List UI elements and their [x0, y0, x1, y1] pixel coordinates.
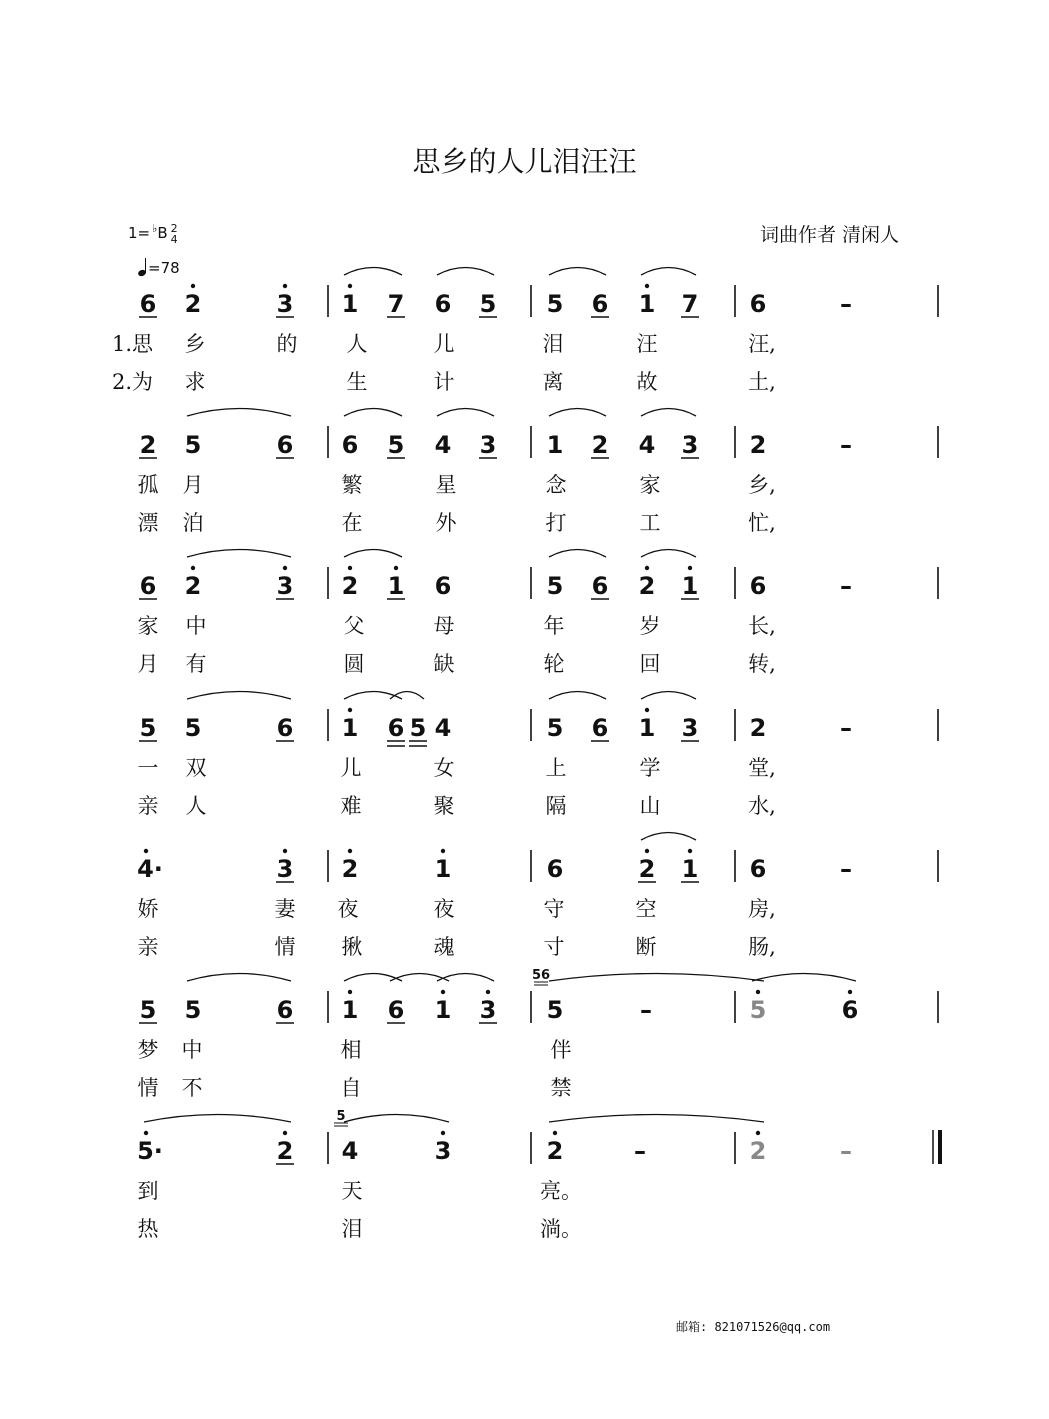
note: 6 [591, 572, 609, 600]
note: 5 [139, 996, 157, 1024]
lyric-syllable: 长, [748, 614, 776, 638]
lyric-syllable: 一 [137, 756, 159, 780]
note: 5 [546, 572, 564, 600]
note: 5 [546, 714, 564, 742]
slur [187, 550, 291, 558]
lyric-syllable: 断 [635, 935, 657, 959]
lyric-syllable: 家 [639, 473, 661, 497]
lyric-syllable: 中 [185, 614, 207, 638]
lyric-syllable: 轮 [543, 652, 565, 676]
lyric-syllable: 空 [635, 897, 657, 921]
note: – [640, 996, 652, 1024]
octave-dot [348, 990, 352, 994]
note: 6 [139, 290, 157, 318]
note: 2 [749, 1137, 767, 1165]
note: 5 [184, 996, 202, 1024]
lyric-syllable: 儿 [340, 756, 362, 780]
slur [437, 268, 494, 276]
slur [437, 409, 494, 417]
note: 6 [749, 572, 767, 600]
octave-dot [756, 990, 760, 994]
note: 5 [409, 714, 427, 742]
octave-dot [553, 1131, 557, 1135]
octave-dot [348, 566, 352, 570]
lyric-syllable: 双 [185, 756, 207, 780]
lyric-syllable: 人 [346, 332, 368, 356]
slur [344, 268, 402, 276]
lyric-syllable: 父 [343, 614, 365, 638]
octave-dot [441, 849, 445, 853]
lyric-syllable: 淌。 [540, 1217, 582, 1241]
lyric-syllable: 中 [181, 1038, 203, 1062]
lyric-syllable: 学 [639, 756, 661, 780]
lyric-syllable: 孤 [137, 473, 159, 497]
note: – [840, 572, 852, 600]
lyric-syllable: 汪, [748, 332, 776, 356]
lyric-syllable: 房, [748, 897, 776, 921]
lyric-syllable: 圆 [343, 652, 365, 676]
octave-dot [441, 990, 445, 994]
slur [344, 1115, 449, 1123]
octave-dot [348, 708, 352, 712]
octave-dot [645, 566, 649, 570]
note: 5 [546, 290, 564, 318]
slur [390, 692, 424, 700]
lyric-syllable: 堂, [748, 756, 776, 780]
lyric-syllable: 漂 [137, 511, 159, 535]
note: 6 [387, 996, 405, 1024]
lyric-syllable: 娇 [137, 897, 159, 921]
note: 6 [387, 714, 405, 742]
note: 6 [434, 572, 452, 600]
lyric-syllable: 寸 [543, 935, 565, 959]
note: 5 [479, 290, 497, 318]
tempo-value: =78 [148, 259, 180, 277]
lyric-syllable: 夜 [433, 897, 455, 921]
slur [641, 550, 696, 558]
note: 6 [749, 855, 767, 883]
lyric-syllable: 亲 [137, 794, 159, 818]
lyric-syllable: 外 [435, 511, 457, 535]
lyric-syllable: 隔 [545, 794, 567, 818]
lyric-syllable: 情 [274, 935, 296, 959]
note: 1 [546, 431, 564, 459]
note: 4· [137, 855, 163, 883]
octave-dot [283, 566, 287, 570]
note: 4 [341, 1137, 359, 1165]
note: 3 [479, 996, 497, 1024]
lyric-syllable: 守 [543, 897, 565, 921]
lyric-syllable: 打 [545, 511, 567, 535]
lyric-syllable: 亮。 [540, 1179, 582, 1203]
note: 5· [137, 1137, 163, 1165]
lyric-syllable: 魂 [433, 935, 455, 959]
note: 5 [184, 714, 202, 742]
octave-dot [756, 1131, 760, 1135]
lyric-syllable: 亲 [137, 935, 159, 959]
lyric-syllable: 有 [185, 652, 207, 676]
lyric-syllable: 计 [433, 370, 455, 394]
note: 5 [387, 431, 405, 459]
note: – [840, 1137, 852, 1165]
lyric-syllable: 繁 [341, 473, 363, 497]
lyric-syllable: 月 [182, 473, 204, 497]
lyric-syllable: 热 [137, 1217, 159, 1241]
lyric-syllable: 女 [433, 756, 455, 780]
note: – [840, 431, 852, 459]
note: 6 [749, 290, 767, 318]
slur [549, 1115, 764, 1123]
note: 5 [184, 431, 202, 459]
note: 2 [341, 572, 359, 600]
octave-dot [144, 1131, 148, 1135]
lyric-syllable: 星 [435, 473, 457, 497]
slur [187, 692, 291, 700]
slur [752, 974, 856, 982]
lyric-syllable: 母 [433, 614, 455, 638]
lyric-syllable: 的 [276, 332, 298, 356]
note: 2 [184, 572, 202, 600]
note: 1 [681, 572, 699, 600]
note: 2 [184, 290, 202, 318]
key-prefix: 1= [128, 224, 151, 242]
lyric-syllable: 月 [137, 652, 159, 676]
slur [344, 550, 402, 558]
octave-dot [645, 284, 649, 288]
slur [549, 268, 606, 276]
composer-credit: 词曲作者 清闲人 [760, 224, 900, 246]
note: 3 [276, 290, 294, 318]
lyric-syllable: 夜 [337, 897, 359, 921]
note: 1 [681, 855, 699, 883]
lyric-syllable: 乡 [184, 332, 206, 356]
note: 1 [638, 290, 656, 318]
note: 3 [276, 855, 294, 883]
note: 5 [139, 714, 157, 742]
lyric-syllable: 自 [340, 1076, 362, 1100]
lyric-syllable: 生 [346, 370, 368, 394]
contact-email: 邮箱: 821071526@qq.com [676, 1320, 831, 1334]
note: 6 [276, 431, 294, 459]
slur [549, 692, 606, 700]
lyric-syllable: 乡, [748, 473, 776, 497]
time-bottom: 4 [170, 232, 178, 246]
note: 6 [591, 714, 609, 742]
lyric-syllable: 伴 [550, 1038, 572, 1062]
lyric-syllable: 土, [748, 370, 776, 394]
lyric-syllable: 到 [137, 1179, 159, 1203]
slur [641, 692, 696, 700]
slur [187, 409, 291, 417]
lyric-syllable: 儿 [433, 332, 455, 356]
lyric-syllable: 离 [542, 370, 564, 394]
note: 6 [841, 996, 859, 1024]
lyric-syllable: 在 [341, 511, 363, 535]
octave-dot [645, 849, 649, 853]
lyric-syllable: 念 [545, 473, 567, 497]
note: 5 [749, 996, 767, 1024]
note: 1 [434, 996, 452, 1024]
lyric-syllable: 泪 [542, 332, 564, 356]
lyric-syllable: 山 [639, 794, 661, 818]
lyric-syllable: 不 [181, 1076, 203, 1100]
note: – [634, 1137, 646, 1165]
note: 7 [681, 290, 699, 318]
octave-dot [283, 1131, 287, 1135]
note: – [840, 290, 852, 318]
slur [344, 409, 402, 417]
lyric-syllable: 天 [341, 1179, 363, 1203]
lyric-syllable: 上 [545, 756, 567, 780]
note: 6 [139, 572, 157, 600]
lyric-syllable: 相 [340, 1038, 362, 1062]
note: 3 [681, 714, 699, 742]
lyric-syllable: 2.为 [112, 370, 154, 394]
note: 6 [341, 431, 359, 459]
lyric-syllable: 岁 [639, 614, 661, 638]
lyric-syllable: 水, [748, 794, 776, 818]
flat-sign: ♭ [152, 222, 158, 235]
lyric-syllable: 难 [340, 794, 362, 818]
time-top: 2 [170, 221, 178, 235]
note: 2 [638, 855, 656, 883]
octave-dot [486, 990, 490, 994]
key-note: B [157, 224, 168, 242]
lyric-syllable: 泪 [341, 1217, 363, 1241]
lyric-syllable: 年 [543, 614, 565, 638]
lyric-syllable: 1.思 [112, 332, 154, 356]
note: 4 [434, 431, 452, 459]
lyric-syllable: 人 [185, 794, 207, 818]
note: 1 [387, 572, 405, 600]
lyric-syllable: 工 [639, 511, 661, 535]
note: 4 [638, 431, 656, 459]
note: 2 [749, 431, 767, 459]
note: 2 [276, 1137, 294, 1165]
note: – [840, 855, 852, 883]
note: 3 [276, 572, 294, 600]
grace-note: 5 [336, 1109, 346, 1124]
octave-dot [348, 284, 352, 288]
lyric-syllable: 禁 [550, 1076, 572, 1100]
note: 2 [591, 431, 609, 459]
octave-dot [191, 284, 195, 288]
octave-dot [144, 849, 148, 853]
note: 6 [546, 855, 564, 883]
note: 3 [434, 1137, 452, 1165]
note: 6 [434, 290, 452, 318]
slur [144, 1115, 291, 1123]
lyric-syllable: 家 [137, 614, 159, 638]
note: 6 [276, 996, 294, 1024]
slur [549, 974, 764, 982]
song-title: 思乡的人儿泪汪汪 [412, 145, 637, 178]
slur [641, 833, 696, 841]
note: 5 [546, 996, 564, 1024]
octave-dot [394, 566, 398, 570]
slur [549, 409, 606, 417]
lyric-syllable: 回 [639, 652, 661, 676]
lyric-syllable: 转, [748, 652, 776, 676]
note: 2 [546, 1137, 564, 1165]
note: 1 [638, 714, 656, 742]
slur [549, 550, 606, 558]
lyric-syllable: 故 [636, 370, 658, 394]
lyric-syllable: 汪 [636, 332, 658, 356]
note: 6 [591, 290, 609, 318]
octave-dot [441, 1131, 445, 1135]
octave-dot [848, 990, 852, 994]
note: 2 [638, 572, 656, 600]
note: 1 [341, 714, 359, 742]
octave-dot [688, 849, 692, 853]
lyric-syllable: 聚 [433, 794, 455, 818]
note: – [840, 714, 852, 742]
lyric-syllable: 揪 [341, 935, 363, 959]
lyric-syllable: 求 [184, 370, 206, 394]
slur [344, 692, 402, 700]
lyric-syllable: 缺 [433, 652, 455, 676]
octave-dot [645, 708, 649, 712]
slur [641, 409, 696, 417]
note: 1 [341, 996, 359, 1024]
note: 2 [139, 431, 157, 459]
note: 3 [681, 431, 699, 459]
note: 6 [276, 714, 294, 742]
lyric-syllable: 梦 [137, 1038, 159, 1062]
grace-note: 56 [531, 968, 551, 983]
note: 7 [387, 290, 405, 318]
slur [187, 974, 291, 982]
lyric-syllable: 泊 [182, 511, 204, 535]
octave-dot [191, 566, 195, 570]
octave-dot [348, 849, 352, 853]
note: 2 [749, 714, 767, 742]
note: 3 [479, 431, 497, 459]
lyric-syllable: 妻 [274, 897, 296, 921]
lyric-syllable: 肠, [748, 935, 776, 959]
slur [641, 268, 696, 276]
note: 2 [341, 855, 359, 883]
octave-dot [283, 849, 287, 853]
octave-dot [283, 284, 287, 288]
octave-dot [688, 566, 692, 570]
note: 1 [434, 855, 452, 883]
note: 1 [341, 290, 359, 318]
lyric-syllable: 情 [137, 1076, 159, 1100]
lyric-syllable: 忙, [748, 511, 776, 535]
note: 4 [434, 714, 452, 742]
